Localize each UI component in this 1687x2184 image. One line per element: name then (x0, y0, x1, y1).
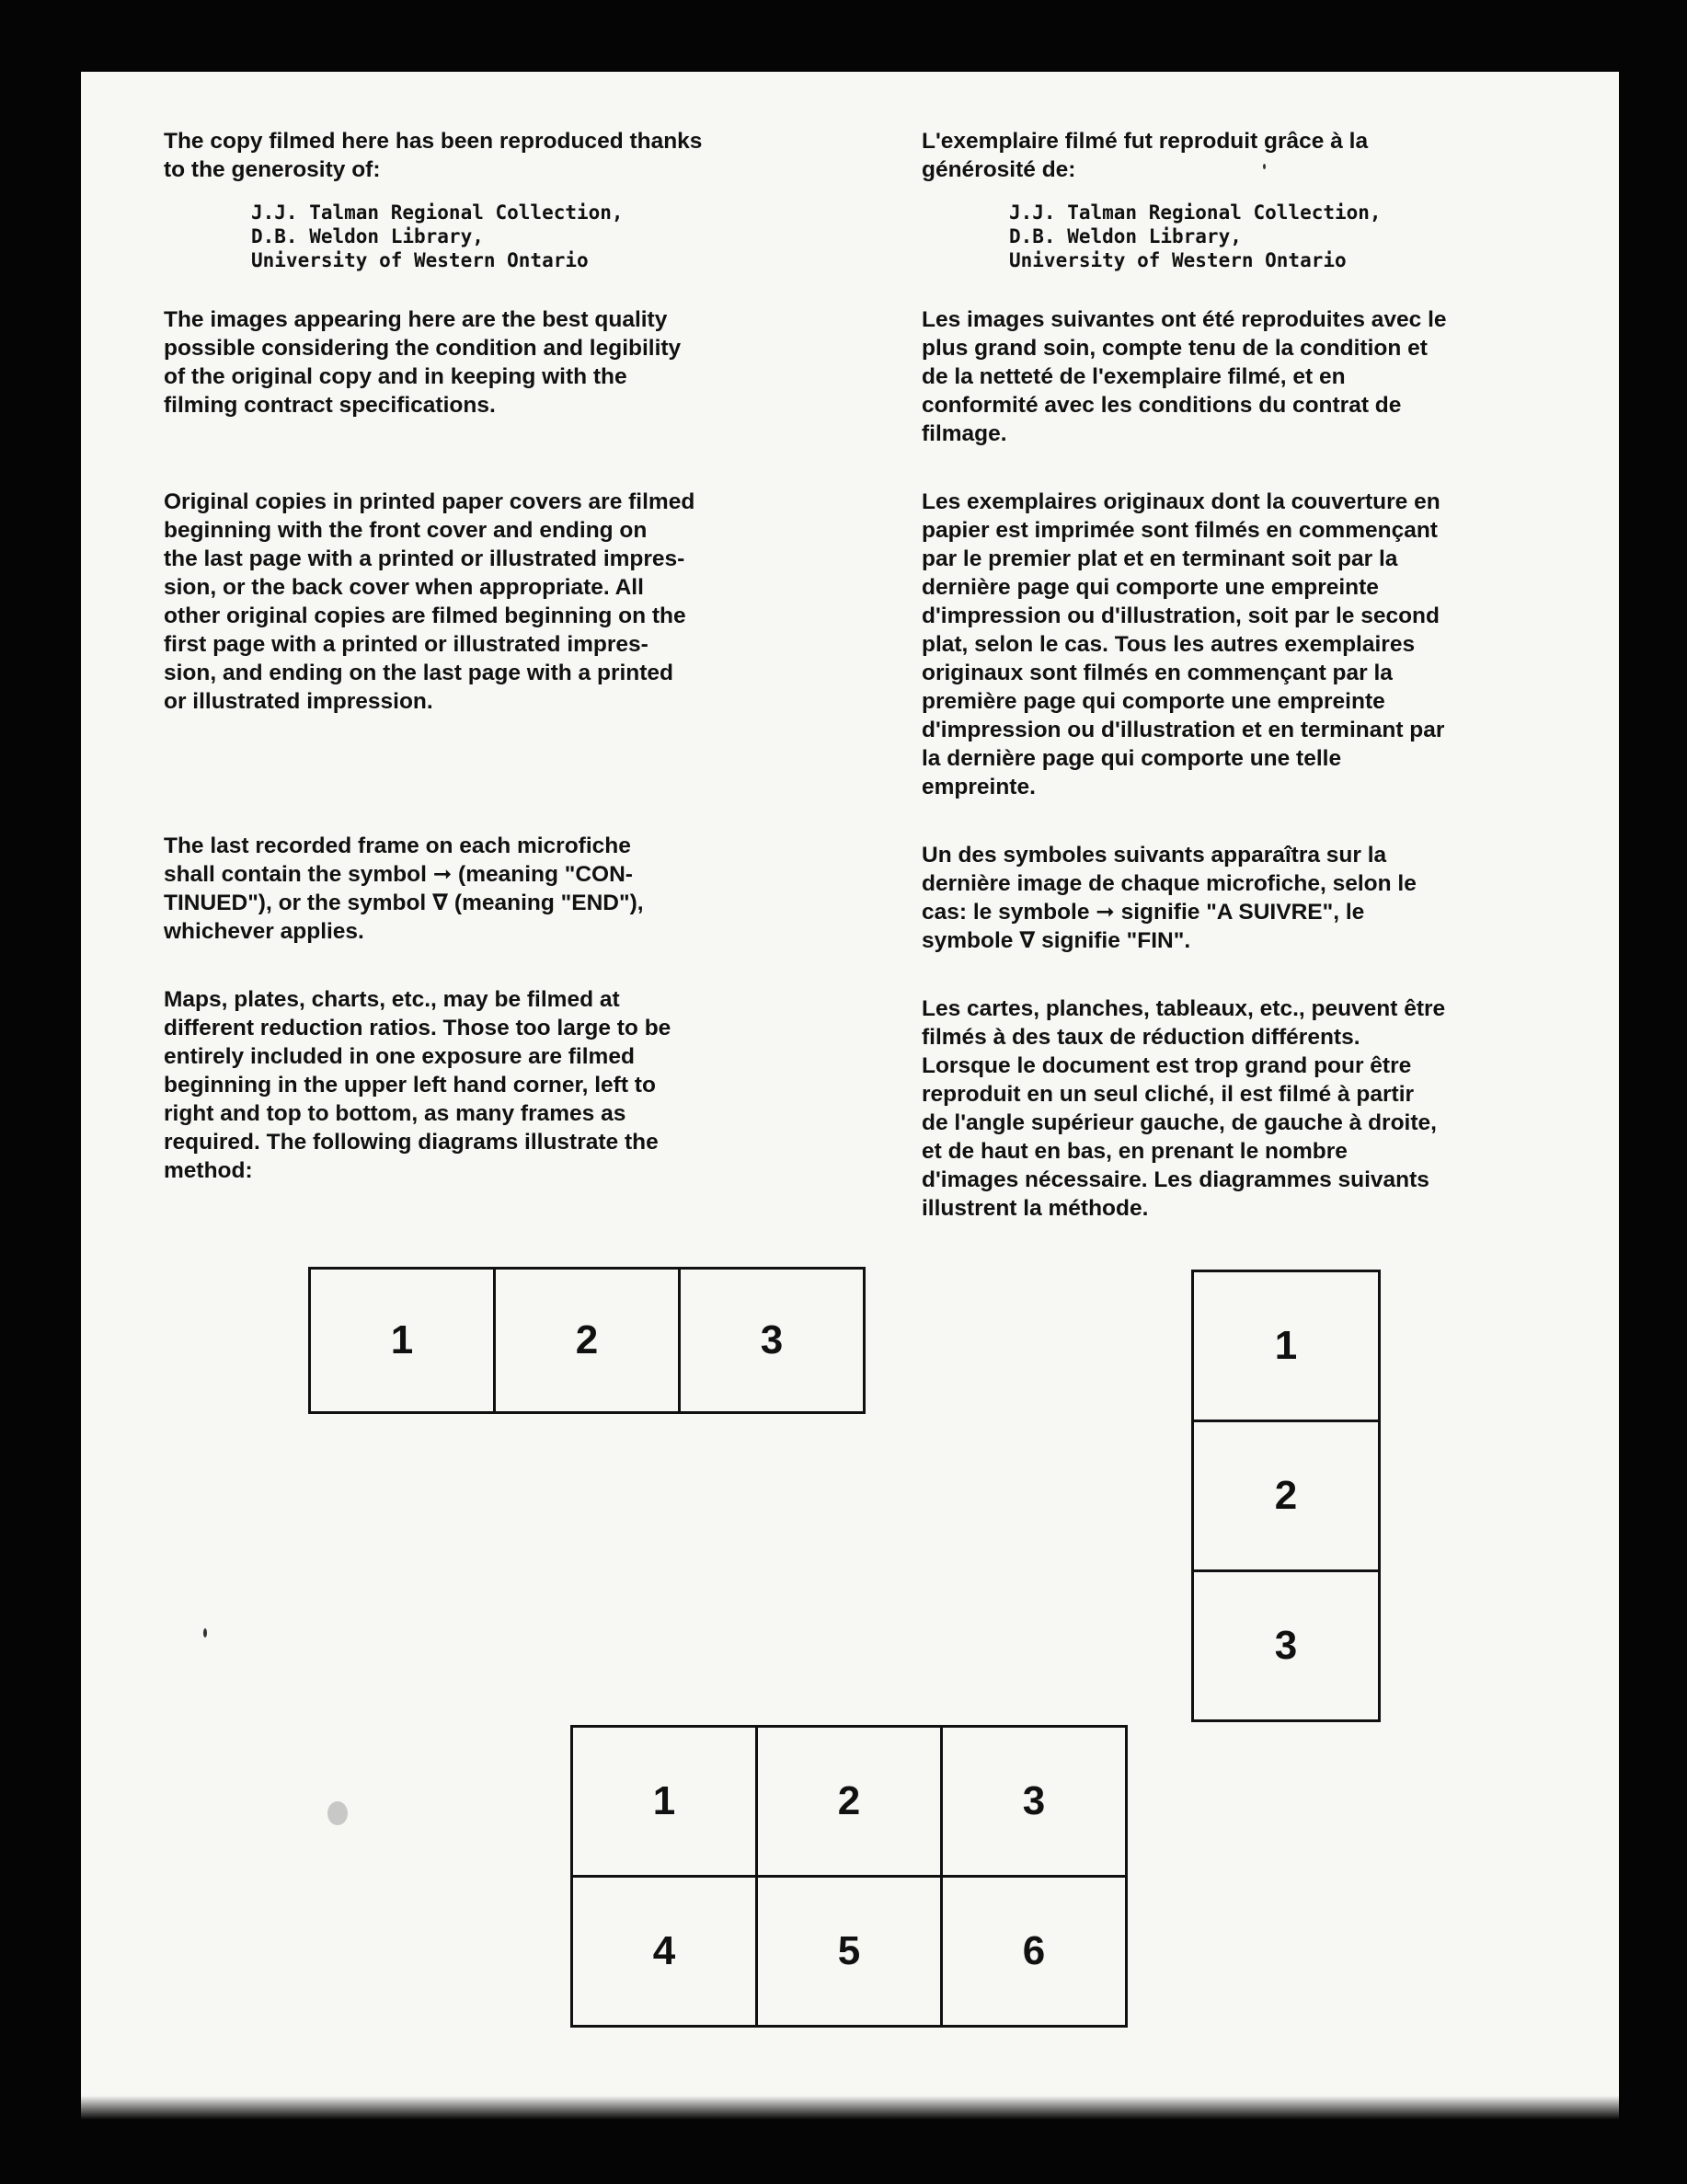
french-symbols-text: Un des symboles suivants apparaîtra sur la dernière image de chaque microfiche, selon le cas: le symbole ➞ signifie "A SUIVRE", le symbole ∇ signifie "FIN". (922, 843, 1417, 953)
frame-cell: 2 (757, 1727, 942, 1877)
frame-cell: 3 (680, 1269, 865, 1413)
microfiche-target-page (81, 72, 1619, 2120)
frame-cell: 1 (1193, 1271, 1380, 1421)
french-original-copies-text: Les exemplaires originaux dont la couverture en papier est imprimée sont filmés en commençant par le premier plat et en terminant soit par la dernière page qui comporte une empreinte d'impression ou d'illustration, soit par le second plat, selon le cas. Tous les autres exemplaires originaux sont filmés en commençant par la première page qui comporte une empreinte d'impression ou d'illustration et en terminant par la dernière page qui comporte une telle empreinte. (922, 489, 1445, 799)
english-thanks-text: The copy filmed here has been reproduced thanks to the generosity of: (164, 129, 703, 182)
dust-speck (327, 1801, 348, 1825)
frame-cell: 3 (942, 1727, 1127, 1877)
french-image-quality-text: Les images suivantes ont été reproduites avec le plus grand soin, compte tenu de la condition et de la netteté de l'exemplaire filmé, et en conformité avec les conditions du contrat de filmage. (922, 307, 1447, 446)
english-maps-text: Maps, plates, charts, etc., may be filmed at different reduction ratios. Those too large to be entirely included in one exposure are filmed beginning in the upper left hand corner, left to right and top to bottom, as many frames as required. The following diagrams illustrate the method: (164, 987, 671, 1183)
english-symbols-text: The last recorded frame on each microfiche shall contain the symbol ➞ (meaning "CON- TINUED"), or the symbol ∇ (meaning "END"), whichever applies. (164, 833, 644, 944)
frame-cell: 1 (310, 1269, 495, 1413)
film-edge-shadow (81, 2096, 1619, 2120)
frame-cell: 2 (495, 1269, 680, 1413)
frame-cell: 1 (572, 1727, 757, 1877)
french-library-address: J.J. Talman Regional Collection, D.B. Weldon Library, University of Western Ontario (1009, 201, 1382, 271)
french-maps-text: Les cartes, planches, tableaux, etc., peuvent être filmés à des taux de réduction différents. Lorsque le document est trop grand pour être reproduit en un seul cliché, il est filmé à partir de l'angle supérieur gauche, de gauche à droite, et de haut en bas, en prenant le nombre d'images nécessaire. Les diagrammes suivants illustrent la méthode. (922, 996, 1446, 1221)
frame-cell: 2 (1193, 1421, 1380, 1571)
english-column (164, 127, 789, 1185)
frame-cell: 3 (1193, 1571, 1380, 1721)
dust-speck (203, 1628, 207, 1638)
french-column (922, 127, 1566, 1223)
frame-cell: 5 (757, 1877, 942, 2027)
english-image-quality-text: The images appearing here are the best quality possible considering the condition and legibility of the original copy and in keeping with the filming contract specifications. (164, 307, 682, 418)
vertical-frame-diagram (1191, 1270, 1381, 1722)
horizontal-frame-diagram (308, 1267, 866, 1414)
french-thanks-text: L'exemplaire filmé fut reproduit grâce à la générosité de: (922, 129, 1369, 182)
frame-cell: 6 (942, 1877, 1127, 2027)
english-original-copies-text: Original copies in printed paper covers are filmed beginning with the front cover and ending on the last page with a printed or illustrated impres- sion, or the back cover when appropriate. All other original copies are filmed beginning on the first page with a printed or illustrated impres- sion, and ending on the last page with a printed or illustrated impression. (164, 489, 695, 714)
grid-frame-diagram (570, 1725, 1128, 2028)
frame-cell: 4 (572, 1877, 757, 2027)
dust-speck (1263, 164, 1266, 169)
english-library-address: J.J. Talman Regional Collection, D.B. Weldon Library, University of Western Ontario (251, 201, 624, 271)
